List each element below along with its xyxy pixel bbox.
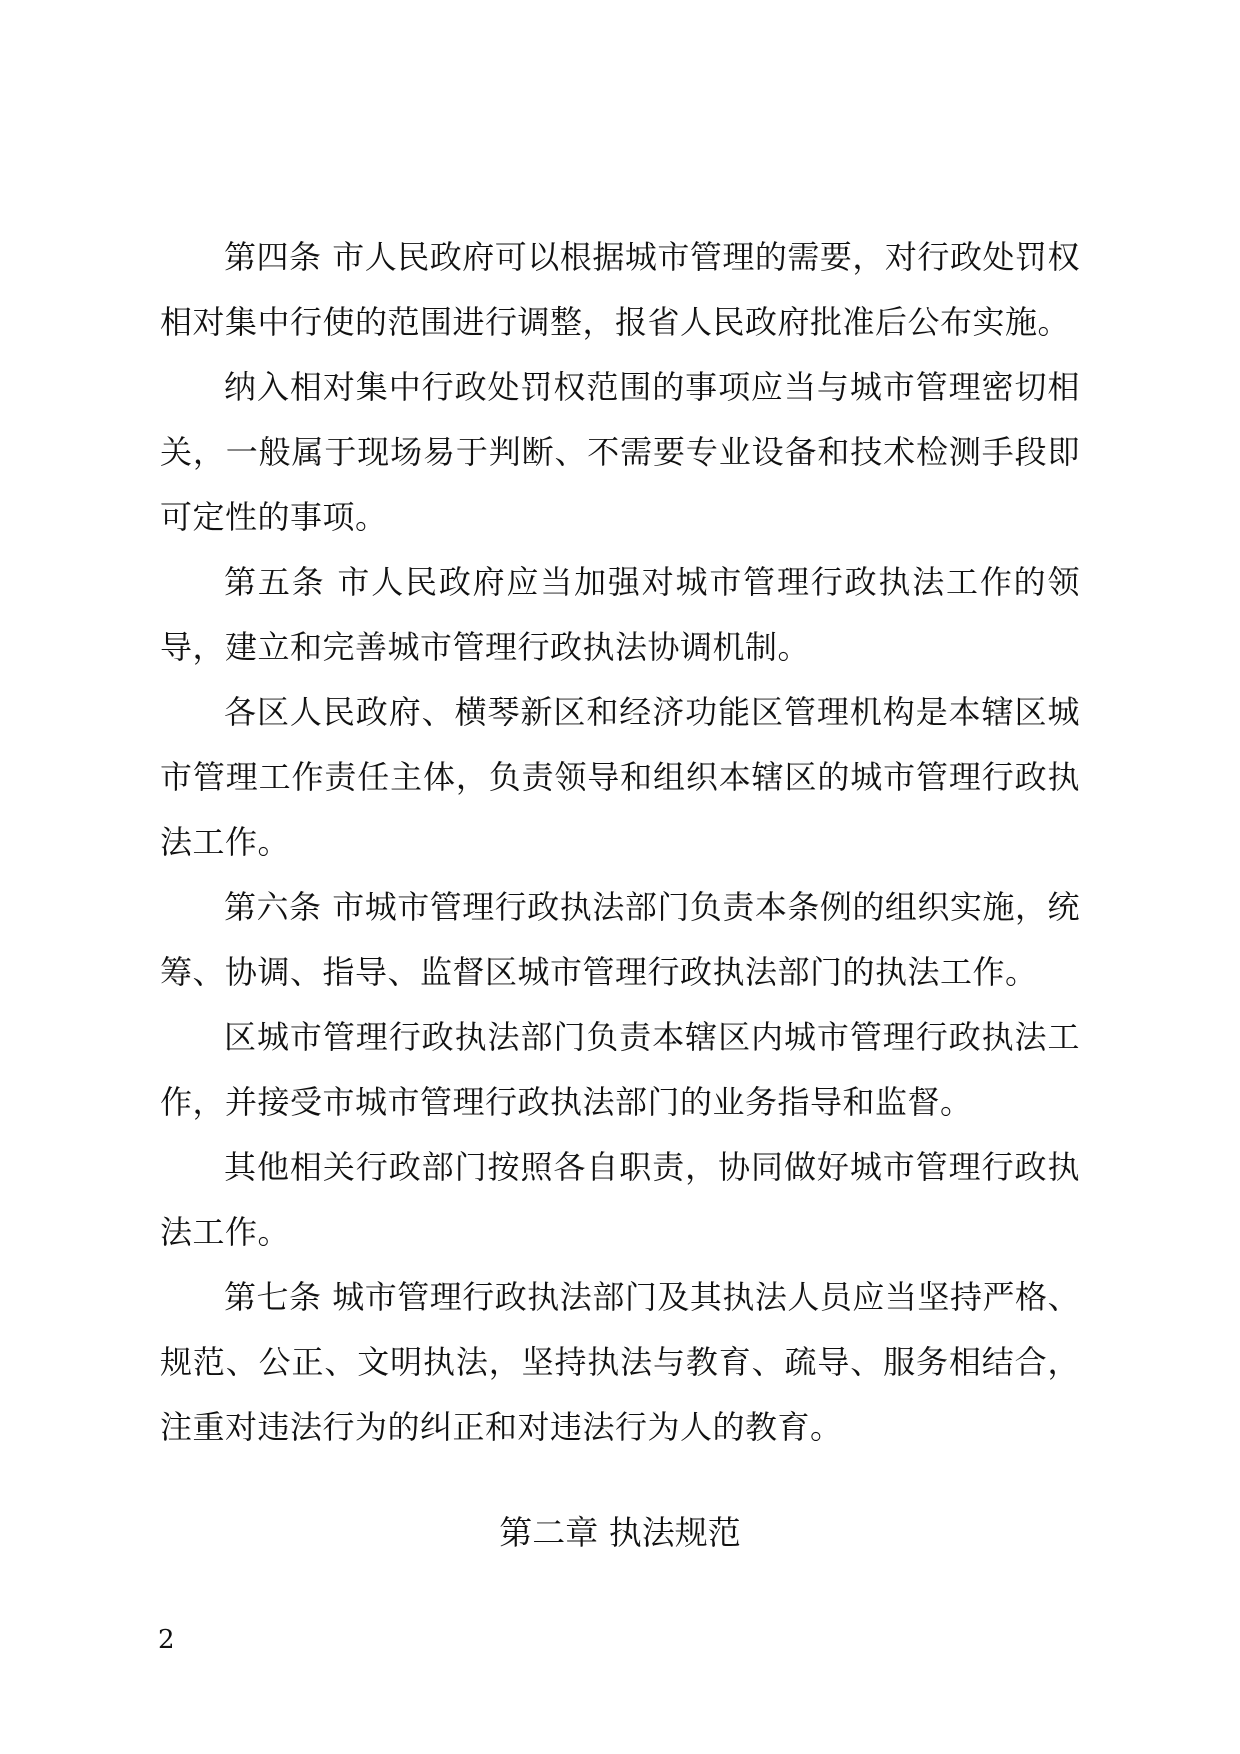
- paragraph-article-4: 第四条 市人民政府可以根据城市管理的需要，对行政处罚权相对集中行使的范围进行调整，报省人民政府批准后公布实施。: [160, 238, 1080, 341]
- paragraph-article-6-other: 其他相关行政部门按照各自职责，协同做好城市管理行政执法工作。: [160, 1148, 1080, 1251]
- page-number: 2: [158, 1625, 175, 1655]
- document-body: [160, 225, 1080, 1460]
- paragraph-article-4-scope: 纳入相对集中行政处罚权范围的事项应当与城市管理密切相关，一般属于现场易于判断、不需要专业设备和技术检测手段即可定性的事项。: [160, 368, 1080, 536]
- paragraph-article-5-district: 各区人民政府、横琴新区和经济功能区管理机构是本辖区城市管理工作责任主体，负责领导和组织本辖区的城市管理行政执法工作。: [160, 693, 1080, 861]
- paragraph-article-5: 第五条 市人民政府应当加强对城市管理行政执法工作的领导，建立和完善城市管理行政执法协调机制。: [160, 563, 1080, 666]
- paragraph-article-6: 第六条 市城市管理行政执法部门负责本条例的组织实施，统筹、协调、指导、监督区城市管理行政执法部门的执法工作。: [160, 888, 1080, 991]
- paragraph-article-6-district: 区城市管理行政执法部门负责本辖区内城市管理行政执法工作，并接受市城市管理行政执法部门的业务指导和监督。: [160, 1018, 1080, 1121]
- chapter-heading: 第二章 执法规范: [499, 1513, 741, 1552]
- paragraph-article-7: 第七条 城市管理行政执法部门及其执法人员应当坚持严格、规范、公正、文明执法，坚持执法与教育、疏导、服务相结合，注重对违法行为的纠正和对违法行为人的教育。: [160, 1278, 1080, 1446]
